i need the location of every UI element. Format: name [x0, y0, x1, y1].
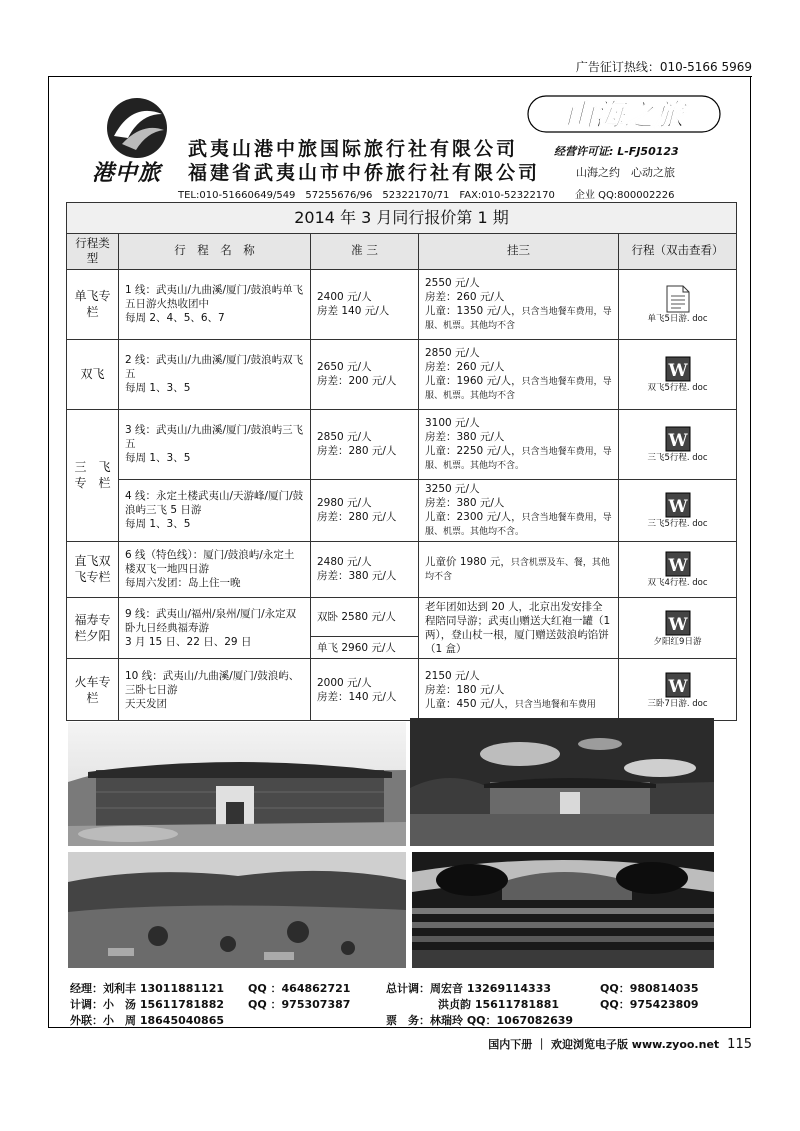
table-title: 2014 年 3 月同行报价第 1 期 [67, 203, 737, 234]
photo-tulou-2 [410, 718, 714, 846]
category-cell: 福寿专栏夕阳 [67, 597, 119, 659]
price-zhun: 2480 元/人 房差：380 元/人 [311, 541, 419, 597]
contact-line: TEL:010-51660649/549 57255676/96 52322170/71 FAX:010-52322170 企业 QQ:800002226 [178, 190, 675, 201]
table-row [67, 409, 737, 479]
doc-link[interactable] [619, 339, 737, 409]
contact-chief-planner: 总计调：周宏音 13269114333 [386, 982, 552, 995]
price-table [66, 202, 737, 721]
page-number: 115 [727, 1037, 752, 1052]
price-gua [419, 479, 619, 541]
price-gua [419, 541, 619, 597]
route-name: 10 线：武夷山/九曲溪/厦门/鼓浪屿、三卧七日游 天天发团 [119, 659, 311, 721]
word-document-icon[interactable] [665, 492, 691, 518]
footer-text: 国内下册 ｜ 欢迎浏览电子版 www.zyoo.net [488, 1038, 720, 1051]
svg-text:W: W [667, 614, 688, 635]
contact-liaison: 外联：小 周 18645040865 [70, 1014, 225, 1027]
table-row [67, 597, 737, 637]
contact-manager-qq: QQ ：464862721 [248, 982, 351, 995]
price-gua-note: 只含当地餐和车费用 [514, 699, 596, 710]
contact-planner-qq: QQ ：975307387 [248, 998, 351, 1011]
price-zhun: 2650 元/人 房差：200 元/人 [311, 339, 419, 409]
ad-hotline: 广告征订热线：010-5166 5969 [575, 60, 752, 74]
brand-text: 山海之旅 [564, 98, 684, 133]
price-zhun: 单飞 2960 元/人 [311, 637, 419, 659]
svg-text:W: W [667, 555, 688, 576]
contact-planner: 计调：小 汤 15611781882 [70, 998, 225, 1011]
route-name: 6 线（特色线）：厦门/鼓浪屿/永定土楼双飞一地四日游 每周六发团：岛上住一晚 [119, 541, 311, 597]
route-name: 9 线：武夷山/福州/泉州/厦门/永定双卧九日经典福寿游 3 月 15 日、22 日、29 日 [119, 597, 311, 659]
doc-filename: 单飞5日游. doc [647, 313, 708, 324]
doc-link[interactable] [619, 541, 737, 597]
header-type: 行程类型 [67, 233, 119, 269]
price-zhun: 双卧 2580 元/人 [311, 597, 419, 637]
table-row [67, 339, 737, 409]
price-gua-note: 只含机票及车、餐，其他均不含 [425, 557, 610, 583]
price-zhun: 2980 元/人 房差：280 元/人 [311, 479, 419, 541]
header-doc: 行程（双击查看） [619, 233, 737, 269]
price-gua-main: 儿童价 1980 元， [425, 555, 511, 568]
doc-filename: 夕阳红9日游 [653, 636, 702, 647]
route-name: 2 线：武夷山/九曲溪/厦门/鼓浪屿双飞五 每周 1、3、5 [119, 339, 311, 409]
table-row [67, 659, 737, 721]
doc-link[interactable] [619, 597, 737, 659]
price-gua-note: 只含当地餐车费用，导服、机票。其他均不含。 [425, 513, 612, 538]
route-name: 4 线：永定土楼武夷山/天游峰/厦门/鼓浪屿三飞 5 日游 每周 1、3、5 [119, 479, 311, 541]
route-name: 1 线：武夷山/九曲溪/厦门/鼓浪屿单飞五日游火热收团中 每周 2、4、5、6、7 [119, 269, 311, 339]
category-cell: 直飞双飞专栏 [67, 541, 119, 597]
table-row [67, 541, 737, 597]
photo-tulou-1 [68, 722, 406, 846]
contact-planner-2: 洪贞韵 15611781881 [438, 998, 560, 1011]
header-name: 行 程 名 称 [119, 233, 311, 269]
brand-wordmark [526, 92, 722, 136]
document-icon[interactable] [665, 285, 691, 313]
slogan: 山海之约 心动之旅 [576, 166, 675, 179]
doc-filename: 三飞5行程. doc [647, 518, 708, 529]
route-name: 3 线：武夷山/九曲溪/厦门/鼓浪屿三飞五 每周 1、3、5 [119, 409, 311, 479]
category-cell: 单飞专栏 [67, 269, 119, 339]
company-name-2: 福建省武夷山市中侨旅行社有限公司 [188, 162, 541, 184]
word-document-icon[interactable] [665, 356, 691, 382]
doc-link[interactable] [619, 659, 737, 721]
doc-filename: 双飞5行程. doc [647, 382, 708, 393]
word-document-icon[interactable] [665, 610, 691, 636]
price-gua-note: 只含当地餐车费用，导服、机票。其他均不含。 [425, 447, 612, 472]
doc-link[interactable] [619, 479, 737, 541]
doc-filename: 三卧7日游. doc [647, 698, 708, 709]
price-gua-main: 3100 元/人 房差：380 元/人 儿童：2250 元/人， [425, 416, 522, 458]
doc-filename: 双飞4行程. doc [647, 577, 708, 588]
price-gua-main: 3250 元/人 房差：380 元/人 儿童：2300 元/人， [425, 482, 522, 524]
photo-village-valley [68, 852, 406, 968]
photo-tulou-interior [412, 852, 714, 968]
price-gua-main: 2550 元/人 房差：260 元/人 儿童：1350 元/人， [425, 276, 522, 318]
price-gua-note: 只含当地餐车费用，导服、机票。其他均不含 [425, 377, 612, 402]
page-footer [488, 1036, 752, 1052]
price-gua-main: 2150 元/人 房差：180 元/人 儿童：450 元/人， [425, 669, 515, 710]
table-row [67, 479, 737, 541]
doc-link[interactable] [619, 409, 737, 479]
svg-text:W: W [667, 676, 688, 697]
price-zhun: 2850 元/人 房差：280 元/人 [311, 409, 419, 479]
price-gua-note: 只含当地餐车费用，导服、机票。其他均不含 [425, 307, 612, 332]
category-cell: 火车专栏 [67, 659, 119, 721]
company-name-1: 武夷山港中旅国际旅行社有限公司 [188, 138, 519, 160]
logo-text: 港中旅 [92, 161, 162, 186]
contact-ticketing: 票 务：林瑞玲 QQ：1067082639 [386, 1014, 574, 1027]
doc-link[interactable] [619, 269, 737, 339]
svg-text:W: W [667, 430, 688, 451]
word-document-icon[interactable] [665, 672, 691, 698]
price-gua [419, 269, 619, 339]
price-zhun: 2400 元/人 房差 140 元/人 [311, 269, 419, 339]
category-cell: 双飞 [67, 339, 119, 409]
price-gua [419, 409, 619, 479]
price-zhun: 2000 元/人 房差：140 元/人 [311, 659, 419, 721]
price-gua: 老年团如达到 20 人，北京出发安排全程陪同导游；武夷山赠送大红袍一罐（1 两），登山杖一根，厦门赠送鼓浪屿馅饼（1 盒） [419, 597, 619, 659]
word-document-icon[interactable] [665, 551, 691, 577]
staff-contacts [70, 980, 730, 1028]
header-gua: 挂三 [419, 233, 619, 269]
price-gua [419, 659, 619, 721]
category-cell: 三 飞专 栏 [67, 409, 119, 541]
table-row [67, 269, 737, 339]
word-document-icon[interactable] [665, 426, 691, 452]
license-number: 经营许可证: L-FJ50123 [554, 145, 679, 158]
price-gua [419, 339, 619, 409]
contact-manager: 经理：刘利丰 13011881121 [70, 982, 225, 995]
contact-chief-planner-qq: QQ：980814035 [600, 982, 699, 995]
header-zhun: 准 三 [311, 233, 419, 269]
svg-text:W: W [667, 496, 688, 517]
contact-planner-2-qq: QQ：975423809 [600, 998, 699, 1011]
svg-text:W: W [667, 360, 688, 381]
price-gua-main: 2850 元/人 房差：260 元/人 儿童：1960 元/人， [425, 346, 522, 388]
doc-filename: 三飞5行程. doc [647, 452, 708, 463]
